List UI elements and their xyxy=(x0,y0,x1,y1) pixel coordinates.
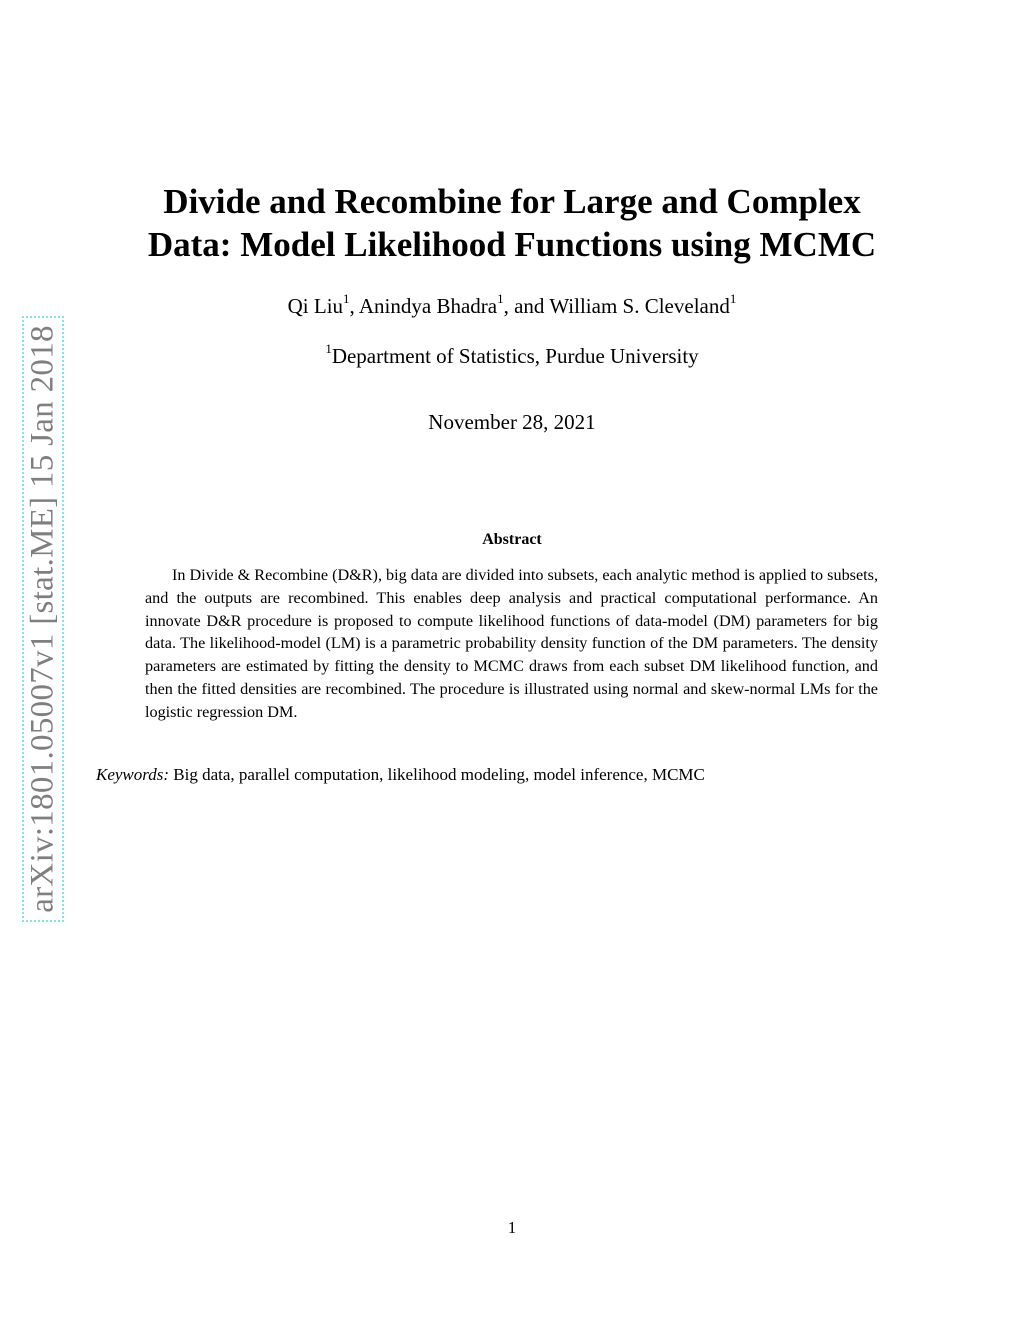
author-list xyxy=(0,291,1024,319)
abstract-heading: Abstract xyxy=(482,531,542,548)
author-affiliation-mark: 1 xyxy=(497,291,504,306)
affiliation-mark: 1 xyxy=(325,341,332,356)
author-affiliation-mark: 1 xyxy=(343,291,350,306)
keywords-text: Big data, parallel computation, likelihood modeling, model inference, MCMC xyxy=(173,765,705,784)
arxiv-stamp-text: arXiv:1801.05007v1 [stat.ME] 15 Jan 2018 xyxy=(24,325,61,913)
affiliation xyxy=(0,341,1024,369)
author-affiliation-mark: 1 xyxy=(729,291,737,306)
paper-title xyxy=(0,180,1024,266)
keywords xyxy=(96,765,896,785)
abstract-body: In Divide & Recombine (D&R), big data are divided into subsets, each analytic method is applied to subsets, and the outputs are recombined. This enables deep analysis and practical computational performance. An innovate D&R procedure is proposed to compute likelihood functions of data-model (DM) parameters for big data. The likelihood-model (LM) is a parametric probability density function of the DM parameters. The density parameters are estimated by fitting the density to MCMC draws from each subset DM likelihood function, and then the fitted densities are recombined. The procedure is illustrated using normal and skew-normal LMs for the logistic regression DM. xyxy=(145,566,878,721)
publication-date: November 28, 2021 xyxy=(428,410,596,434)
arxiv-stamp xyxy=(22,316,64,922)
author-separator: , xyxy=(349,294,359,318)
author-name: William S. Cleveland xyxy=(549,294,730,318)
paper-title-line-1: Divide and Recombine for Large and Complex xyxy=(163,182,861,221)
keywords-label: Keywords: xyxy=(96,765,170,784)
affiliation-text: Department of Statistics, Purdue University xyxy=(331,344,699,368)
author-separator: , and xyxy=(503,294,550,318)
author-name: Anindya Bhadra xyxy=(358,294,498,318)
paper-title-line-2: Data: Model Likelihood Functions using MCMC xyxy=(147,225,877,264)
page-number: 1 xyxy=(507,1218,517,1237)
author-name: Qi Liu xyxy=(287,294,344,318)
